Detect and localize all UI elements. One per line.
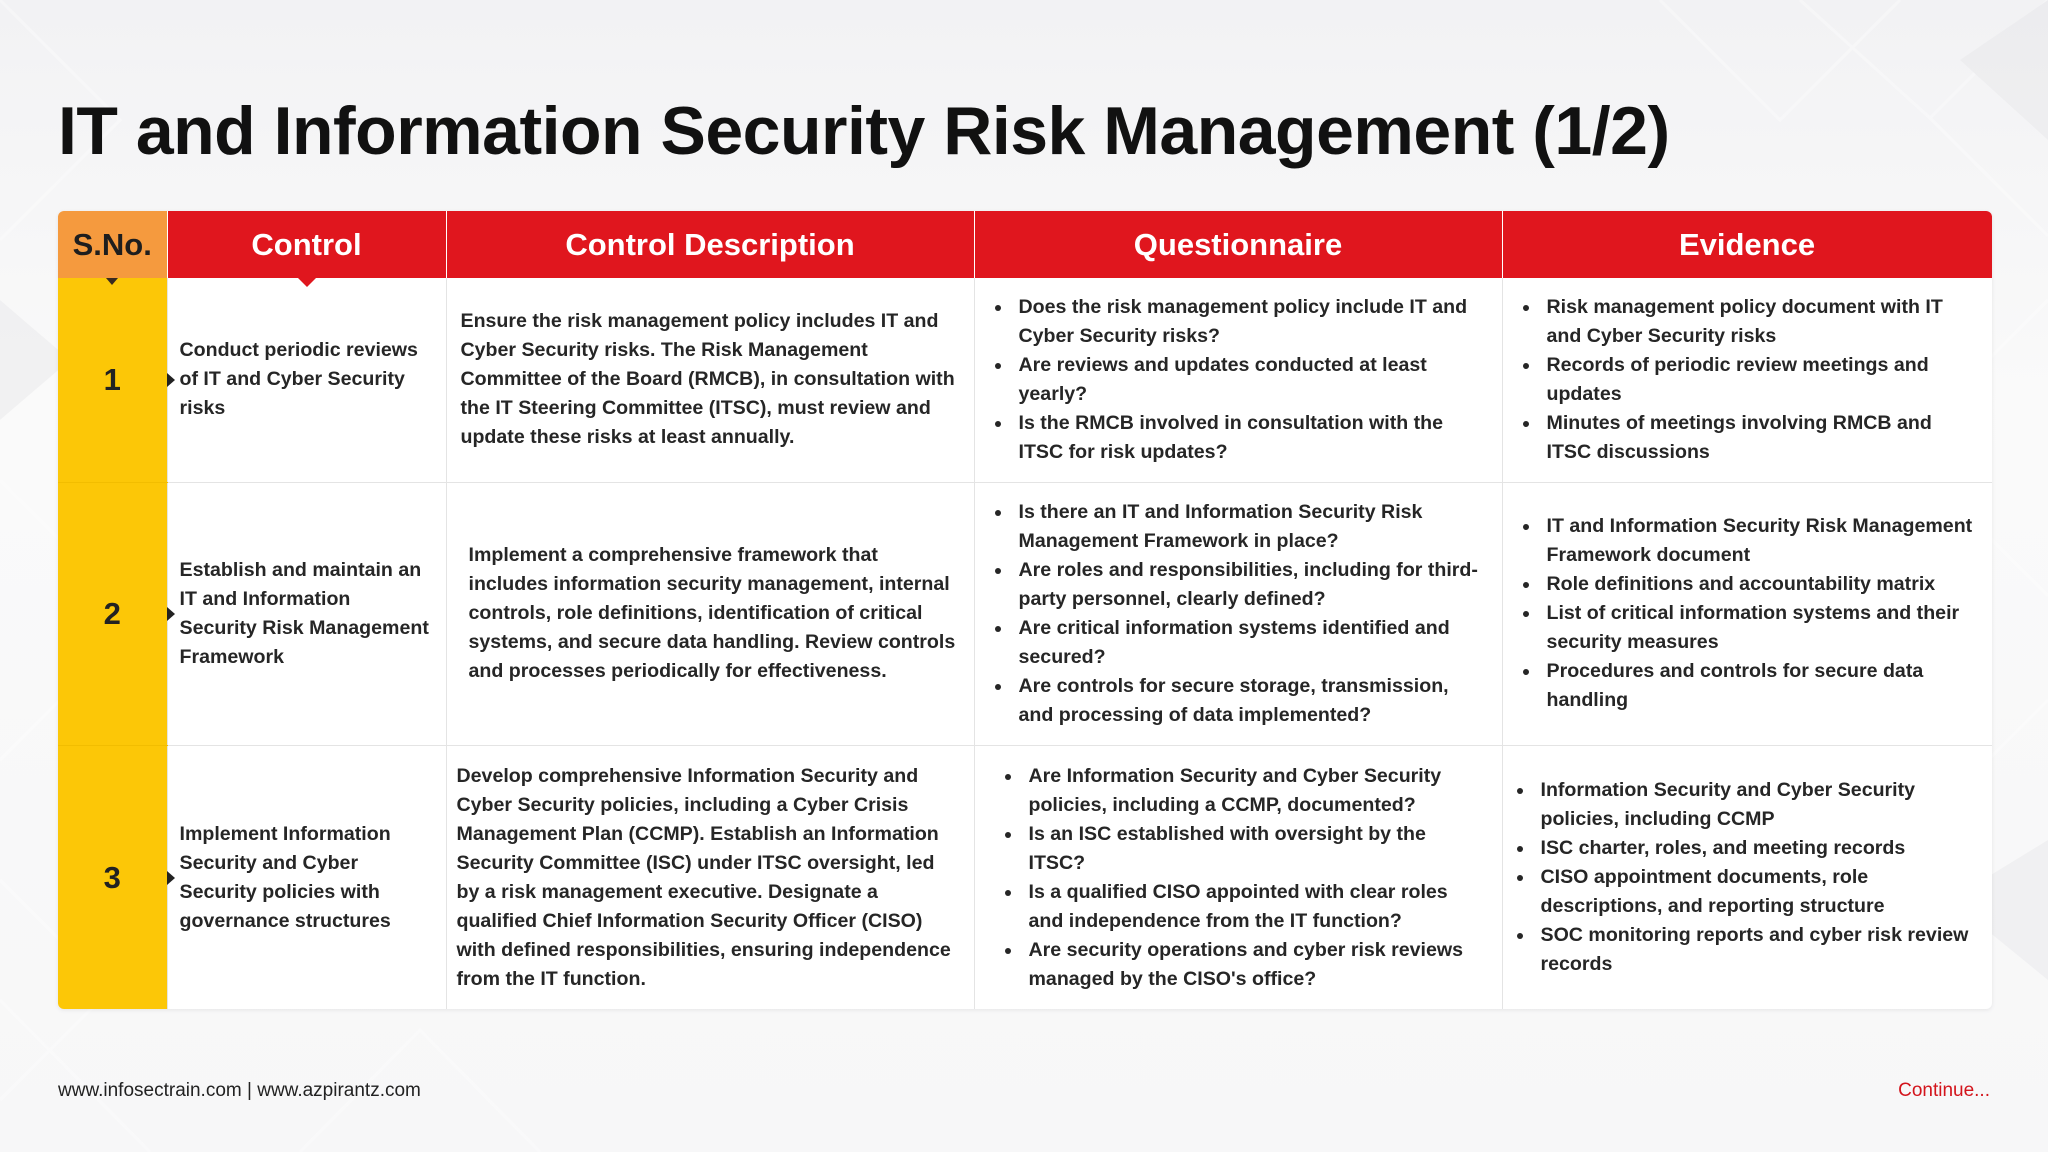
- row-description: Implement a comprehensive framework that includes information security management, internal controls, role definitions, identification of critical systems, and secure data handling. Review controls and processes periodically for effectiveness.: [446, 482, 974, 745]
- row-arrow-icon: [167, 871, 175, 885]
- page-title: IT and Information Security Risk Management (1/2): [58, 93, 1670, 169]
- header-questionnaire: Questionnaire: [974, 211, 1502, 278]
- list-item: • Are security operations and cyber risk reviews managed by the CISO's office?: [1023, 936, 1488, 994]
- row-evidence: [1502, 278, 1992, 482]
- list-item: • Information Security and Cyber Security policies, including CCMP: [1535, 776, 1978, 834]
- header-evidence: Evidence: [1502, 211, 1992, 278]
- list-item: • Are critical information systems identified and secured?: [1013, 614, 1488, 672]
- row-control: Conduct periodic reviews of IT and Cyber Security risks: [167, 278, 446, 482]
- list-item: • IT and Information Security Risk Management Framework document: [1541, 512, 1978, 570]
- list-item: • Are reviews and updates conducted at least yearly?: [1013, 351, 1488, 409]
- row-evidence: [1502, 482, 1992, 745]
- table-row: [58, 482, 1992, 745]
- row-description: Develop comprehensive Information Security and Cyber Security policies, including a Cyber Crisis Management Plan (CCMP). Establish an Information Security Committee (ISC) under ITSC oversight, led by a risk management executive. Designate a qualified Chief Information Security Officer (CISO) with defined responsibilities, ensuring independence from the IT function.: [446, 745, 974, 1009]
- row-description: Ensure the risk management policy includes IT and Cyber Security risks. The Risk Management Committee of the Board (RMCB), in consultation with the IT Steering Committee (ITSC), must review and update these risks at least annually.: [446, 278, 974, 482]
- row-number: 1: [58, 278, 167, 482]
- list-item: • Minutes of meetings involving RMCB and ITSC discussions: [1541, 409, 1978, 467]
- list-item: • Risk management policy document with IT and Cyber Security risks: [1541, 293, 1978, 351]
- list-item: • Is an ISC established with oversight by the ITSC?: [1023, 820, 1488, 878]
- list-item: • Are roles and responsibilities, including for third-party personnel, clearly defined?: [1013, 556, 1488, 614]
- row-control: Implement Information Security and Cyber Security policies with governance structures: [167, 745, 446, 1009]
- table-row: [58, 745, 1992, 1009]
- row-arrow-icon: [167, 373, 175, 387]
- continue-label: Continue...: [1898, 1080, 1990, 1101]
- header-description: Control Description: [446, 211, 974, 278]
- header-control: Control: [167, 211, 446, 278]
- header-sno: S.No.: [58, 211, 167, 278]
- header-notch: [106, 278, 118, 285]
- list-item: • Are controls for secure storage, transmission, and processing of data implemented?: [1013, 672, 1488, 730]
- list-item: • Is the RMCB involved in consultation with the ITSC for risk updates?: [1013, 409, 1488, 467]
- list-item: • Records of periodic review meetings and updates: [1541, 351, 1978, 409]
- table-row: [58, 278, 1992, 482]
- row-questionnaire: [974, 745, 1502, 1009]
- list-item: • Does the risk management policy include IT and Cyber Security risks?: [1013, 293, 1488, 351]
- list-item: • Are Information Security and Cyber Security policies, including a CCMP, documented?: [1023, 762, 1488, 820]
- row-evidence: [1502, 745, 1992, 1009]
- row-arrow-icon: [167, 607, 175, 621]
- list-item: • List of critical information systems and their security measures: [1541, 599, 1978, 657]
- row-number: 3: [58, 745, 167, 1009]
- header-notch: [298, 278, 316, 287]
- list-item: • Is a qualified CISO appointed with clear roles and independence from the IT function?: [1023, 878, 1488, 936]
- controls-table: [58, 211, 1992, 1009]
- row-questionnaire: [974, 482, 1502, 745]
- row-questionnaire: [974, 278, 1502, 482]
- list-item: • SOC monitoring reports and cyber risk review records: [1535, 921, 1978, 979]
- list-item: • ISC charter, roles, and meeting records: [1535, 834, 1978, 863]
- footer-links[interactable]: www.infosectrain.com | www.azpirantz.com: [58, 1080, 421, 1101]
- list-item: • Procedures and controls for secure data handling: [1541, 657, 1978, 715]
- list-item: • Role definitions and accountability matrix: [1541, 570, 1978, 599]
- table-header-row: [58, 211, 1992, 278]
- row-control: Establish and maintain an IT and Information Security Risk Management Framework: [167, 482, 446, 745]
- row-number: 2: [58, 482, 167, 745]
- list-item: • CISO appointment documents, role descriptions, and reporting structure: [1535, 863, 1978, 921]
- list-item: • Is there an IT and Information Security Risk Management Framework in place?: [1013, 498, 1488, 556]
